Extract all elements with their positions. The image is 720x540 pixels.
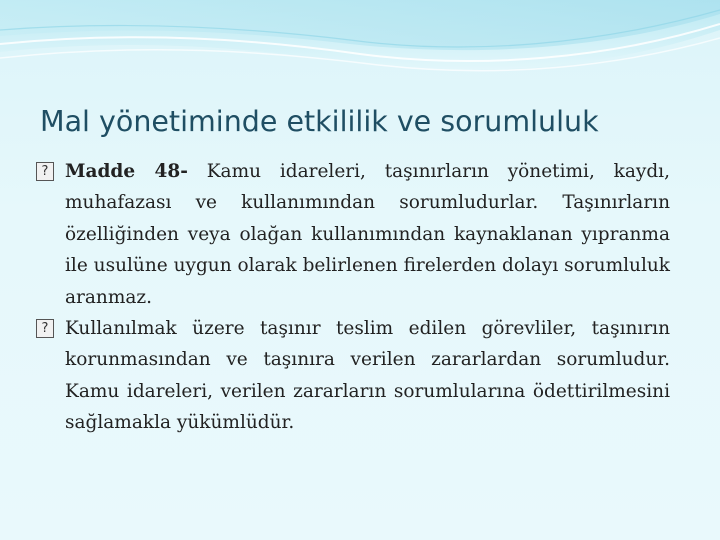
slide-title: Mal yönetiminde etkililik ve sorumluluk [40, 105, 599, 138]
bullet-marker: ? [36, 162, 54, 181]
bullet-marker: ? [36, 319, 54, 338]
wave-banner-decoration [0, 0, 720, 90]
article-number: Madde 48- [65, 161, 188, 182]
paragraph-responsibility [36, 313, 670, 439]
paragraph-text: Kamu idareleri, taşınırların yönetimi, kaydı, muhafazası ve kullanımından sorumludurlar. Taşınırların özelliğinden veya olağan kullanımından kaynaklanan yıpranma ile usulüne uygun olarak belirlenen firelerden dolayı sorumluluk aranmaz. [65, 161, 670, 308]
slide-body [36, 156, 670, 439]
paragraph-text: Kullanılmak üzere taşınır teslim edilen görevliler, taşınırın korunmasından ve taşınıra verilen zararlardan sorumludur. Kamu idareleri, verilen zararların sorumlularına ödettirilmesini sağlamakla yükümlüdür. [65, 318, 670, 434]
paragraph-madde-48 [36, 156, 670, 313]
